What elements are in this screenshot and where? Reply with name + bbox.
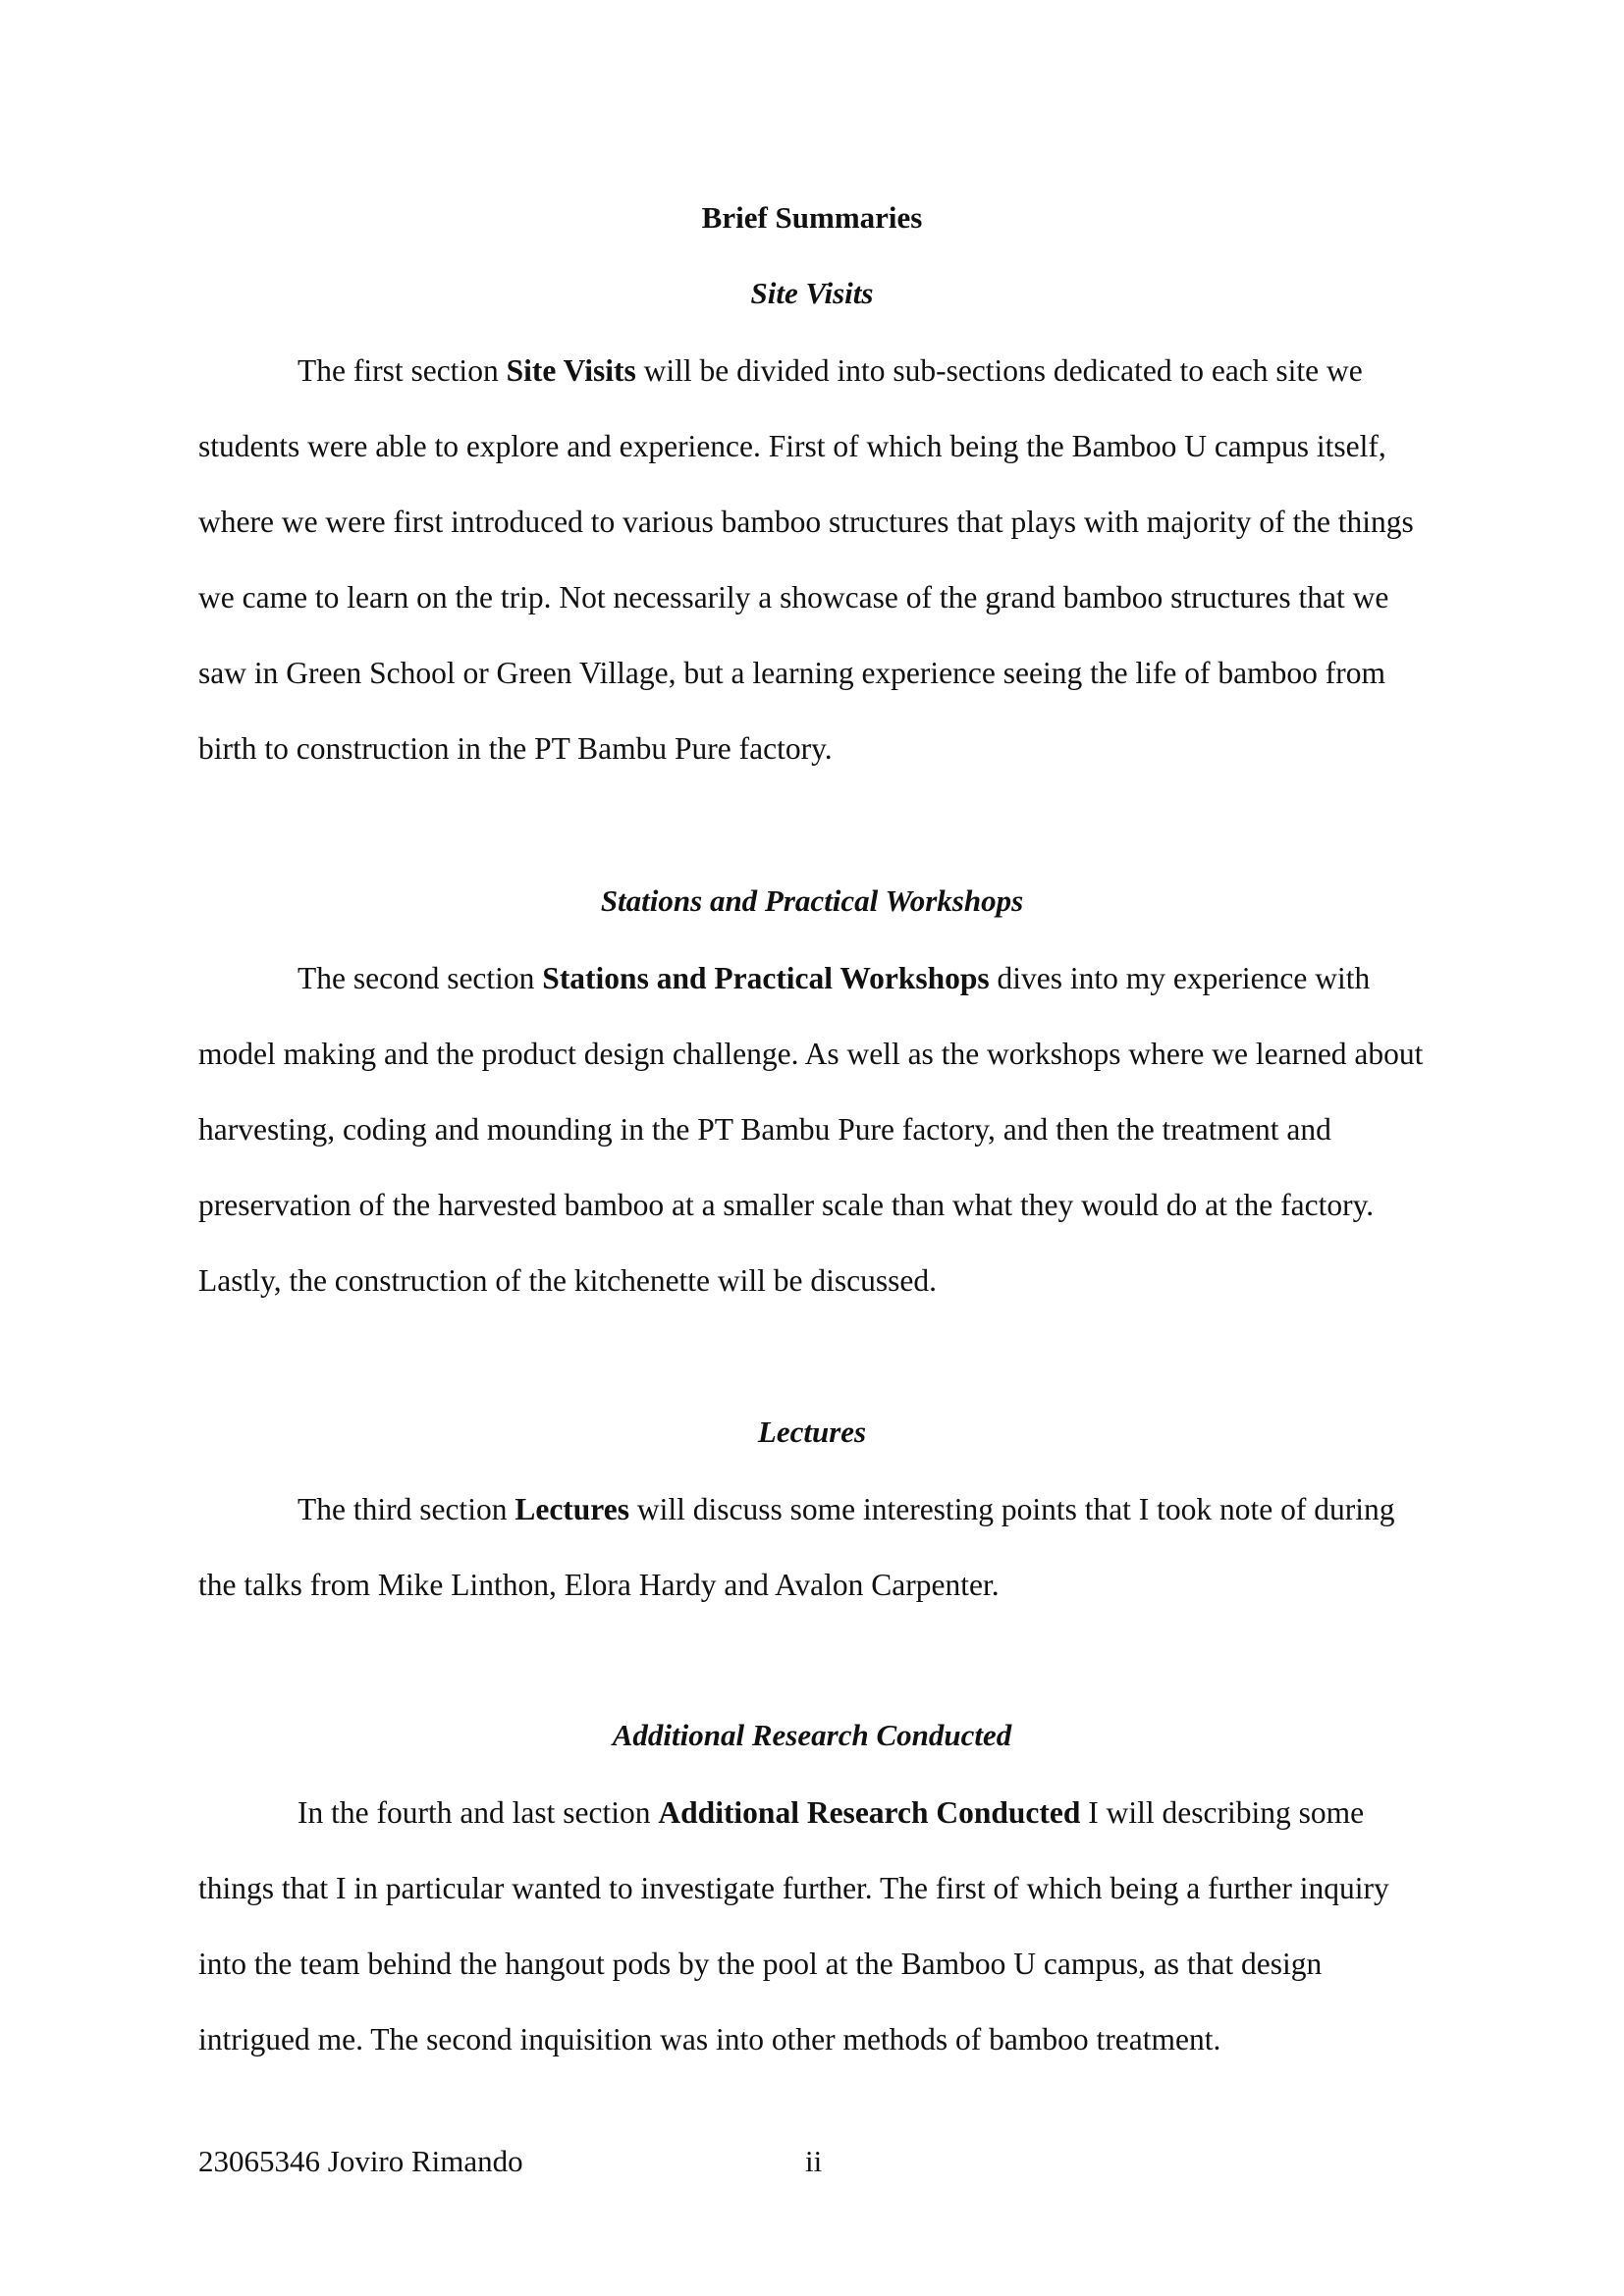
section-heading-additional-research: Additional Research Conducted [612,1718,1012,1752]
paragraph-additional-research [198,1775,1435,2077]
paragraph-bold-term: Site Visits [506,353,636,388]
paragraph-bold-term: Additional Research Conducted [658,1795,1081,1830]
page-title: Brief Summaries [701,200,923,235]
paragraph-body: will be divided into sub-sections dedicated to each site we students were able to explore and experience. First of which being the Bamboo U campus itself, where we were first introduced to various bamboo structures that plays with majority of the things we came to learn on the trip. Not necessarily a showcase of the grand bamboo structures that we saw in Green School or Green Village, but a learning experience seeing the life of bamboo from birth to construction in the PT Bambu Pure factory. [198,353,1414,766]
paragraph-site-visits [198,333,1435,786]
paragraph-body: will discuss some interesting points that I took note of during the talks from Mike Linthon, Elora Hardy and Avalon Carpenter. [198,1492,1395,1602]
paragraph-body: dives into my experience with model making and the product design challenge. As well as the workshops where we learned about harvesting, coding and mounding in the PT Bambu Pure factory, and then the treatment and preservation of the harvested bamboo at a smaller scale than what they would do at the factory. Lastly, the construction of the kitchenette will be discussed. [198,961,1424,1298]
section-heading-lectures: Lectures [757,1415,867,1449]
section-heading-site-visits: Site Visits [750,276,874,310]
paragraph-intro: In the fourth and last section [298,1795,659,1830]
paragraph-intro: The third section [298,1492,515,1526]
section-heading-stations: Stations and Practical Workshops [600,883,1024,918]
footer-page-number: ii [805,2144,823,2178]
paragraph-bold-term: Lectures [514,1492,629,1526]
paragraph-stations [198,940,1435,1318]
paragraph-body: I will describing some things that I in particular wanted to investigate further. The first of which being a further inquiry into the team behind the hangout pods by the pool at the Bamboo U campus, as that design intrigued me. The second inquisition was into other methods of bamboo treatment. [198,1795,1389,2056]
paragraph-bold-term: Stations and Practical Workshops [542,961,990,995]
footer-author: 23065346 Joviro Rimando [198,2144,523,2178]
paragraph-intro: The first section [298,353,507,388]
paragraph-lectures [198,1471,1435,1623]
paragraph-intro: The second section [298,961,543,995]
